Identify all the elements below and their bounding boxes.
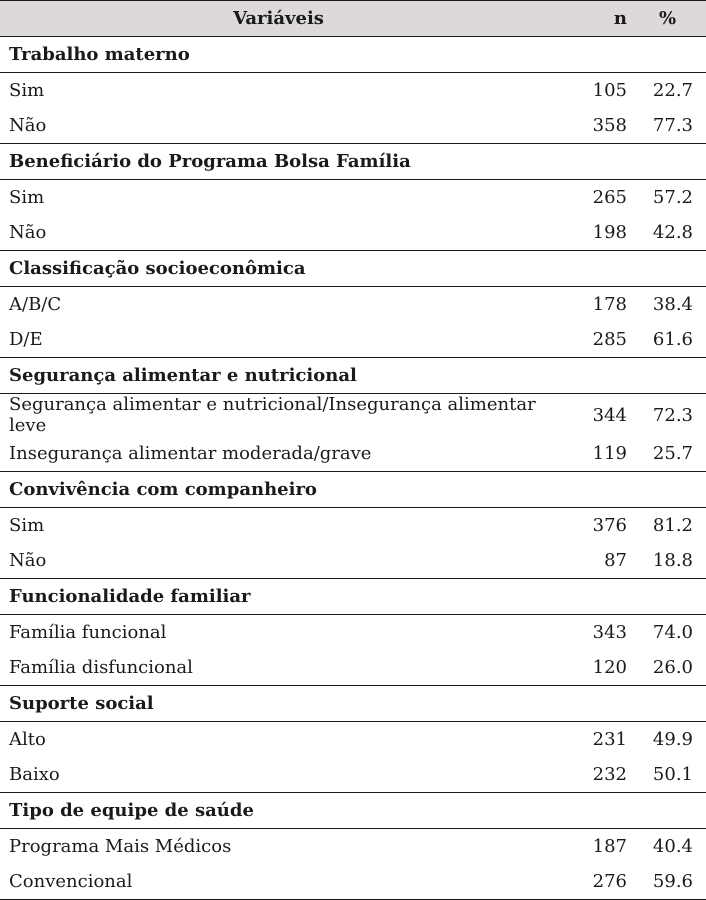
row-percent-value: 57.2 [652,187,693,208]
row-n-value: 376 [592,515,627,536]
group-header-row [0,793,706,829]
row-n-value: 276 [557,864,635,900]
row-n-value: 87 [557,543,635,579]
row-n-value: 198 [557,215,635,251]
table-row [0,722,706,758]
row-percent-value: 42.8 [635,215,706,251]
row-percent-value: 77.3 [635,108,706,144]
group-header-row [0,358,706,394]
row-percent-value: 74.0 [652,622,693,643]
table-row [0,508,706,544]
header-percent: % [635,1,706,37]
row-n-value: 178 [592,294,627,315]
row-n-value: 343 [592,622,627,643]
row-label: Segurança alimentar e nutricional/Insegurança alimentar leve [9,394,536,436]
table-row [0,829,706,865]
table-row [0,543,706,579]
table-body [0,37,706,900]
row-percent-value: 40.4 [652,836,693,857]
row-percent-value: 50.1 [635,757,706,793]
group-header-row [0,579,706,615]
group-title: Beneficiário do Programa Bolsa Família [0,144,706,180]
row-percent-value: 22.7 [652,80,693,101]
table-row [0,180,706,216]
row-n-value: 120 [557,650,635,686]
group-header-row [0,37,706,73]
row-n-value: 119 [557,436,635,472]
table-row [0,287,706,323]
row-label: Não [0,215,557,251]
row-label: Família funcional [9,622,167,643]
table-row [0,436,706,472]
row-n-value: 231 [592,729,627,750]
table-row [0,394,706,437]
row-label: Não [0,543,557,579]
row-n-value: 187 [592,836,627,857]
row-percent-value: 81.2 [652,515,693,536]
header-variables: Variáveis [0,1,557,37]
row-label: Sim [9,187,45,208]
row-n-value: 265 [592,187,627,208]
row-n-value: 358 [557,108,635,144]
group-title: Tipo de equipe de saúde [0,793,706,829]
group-title: Segurança alimentar e nutricional [0,358,706,394]
row-percent-value: 25.7 [635,436,706,472]
row-percent-value: 59.6 [635,864,706,900]
group-header-row [0,251,706,287]
group-title: Convivência com companheiro [0,472,706,508]
header-n: n [557,1,635,37]
group-title: Classificação socioeconômica [0,251,706,287]
table-row [0,215,706,251]
row-n-value: 232 [557,757,635,793]
row-percent-value: 61.6 [635,322,706,358]
row-label: D/E [0,322,557,358]
group-header-row [0,472,706,508]
row-label: Baixo [0,757,557,793]
row-percent-value: 72.3 [652,404,693,426]
row-label: A/B/C [9,294,62,315]
group-header-row [0,144,706,180]
row-label: Programa Mais Médicos [9,836,232,857]
row-percent-value: 26.0 [635,650,706,686]
table-row [0,322,706,358]
table-header [0,1,706,37]
header-row [0,1,706,37]
row-n-value: 285 [557,322,635,358]
row-n-value: 105 [592,80,627,101]
table-row [0,615,706,651]
row-label: Família disfuncional [0,650,557,686]
row-label: Convencional [0,864,557,900]
table-row [0,864,706,900]
row-n-value: 344 [592,404,627,426]
row-percent-value: 18.8 [635,543,706,579]
table-row [0,73,706,109]
row-label: Insegurança alimentar moderada/grave [0,436,557,472]
table-row [0,757,706,793]
row-label: Não [0,108,557,144]
row-label: Sim [9,80,45,101]
group-title: Suporte social [0,686,706,722]
row-label: Alto [9,729,46,750]
row-label: Sim [9,515,45,536]
row-percent-value: 49.9 [652,729,693,750]
row-percent-value: 38.4 [652,294,693,315]
group-title: Trabalho materno [0,37,706,73]
group-title: Funcionalidade familiar [0,579,706,615]
group-header-row [0,686,706,722]
table-row [0,650,706,686]
table-row [0,108,706,144]
